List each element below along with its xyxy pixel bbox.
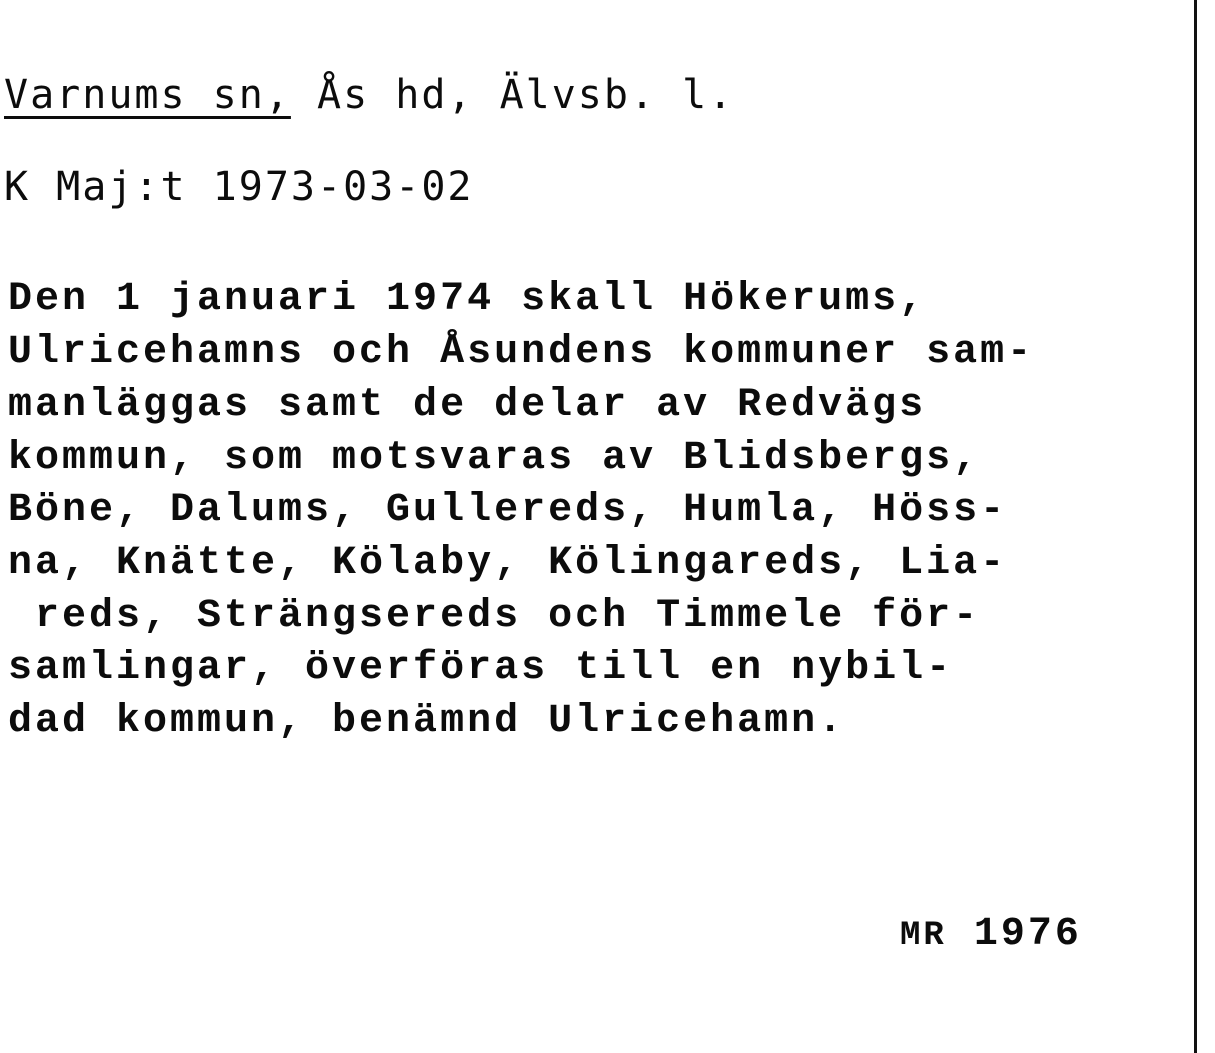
body-line-4: kommun, som motsvaras av Blidsbergs, (8, 436, 981, 481)
card-edge-line (1194, 0, 1197, 1053)
district-name: Ås hd, Älvsb. l. (290, 72, 735, 118)
signature-initials: MR (900, 917, 947, 955)
parish-name: Varnums sn, (4, 72, 291, 118)
body-line-1: Den 1 januari 1974 skall Hökerums, (8, 277, 927, 322)
decision-date: K Maj:t 1973-03-02 (4, 164, 474, 210)
body-line-8: samlingar, överföras till en nybil- (8, 646, 954, 691)
body-line-7: reds, Strängsereds och Timmele för- (8, 594, 981, 639)
body-line-5: Böne, Dalums, Gullereds, Humla, Höss- (8, 488, 1008, 533)
signature-year: 1976 (946, 912, 1082, 957)
body-line-3: manläggas samt de delar av Redvägs (8, 383, 927, 428)
card-header (4, 72, 734, 118)
body-line-6: na, Knätte, Kölaby, Kölingareds, Lia- (8, 541, 1008, 586)
signature (900, 912, 1082, 957)
body-line-9: dad kommun, benämnd Ulricehamn. (8, 699, 846, 744)
body-line-2: Ulricehamns och Åsundens kommuner sam- (8, 330, 1035, 375)
